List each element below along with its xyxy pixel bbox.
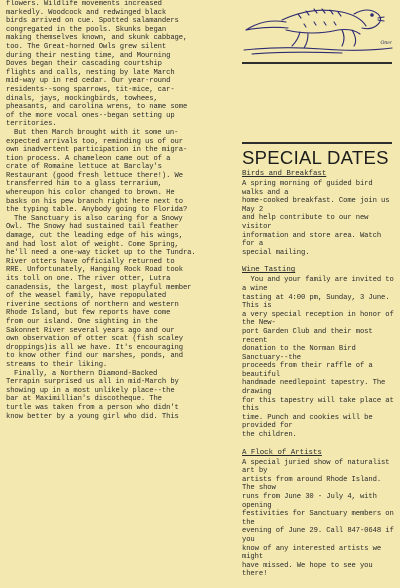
event-birds-and-breakfast <box>242 170 396 257</box>
special-dates-heading: SPECIAL DATES <box>242 147 389 168</box>
article-column <box>6 0 232 421</box>
event-flock-of-artists <box>242 449 396 579</box>
event-wine-tasting <box>242 266 396 439</box>
event-title: A Flock of Artists <box>242 448 322 457</box>
event-title: Birds and Breakfast <box>242 170 327 178</box>
article-paragraph-4: Finally, a Northern Diamond-Backed Terrapin surprised us all in mid-March by showing up in a most unlikely place--the bar at Maximillian's discotheque. The turtle was taken from a person who didn't know better by a young girl who did. This <box>6 369 179 421</box>
event-title: Wine Tasting <box>242 266 296 275</box>
divider-top <box>242 62 392 64</box>
events-list <box>242 170 396 588</box>
event-body: A spring morning of guided bird walks and a home-cooked breakfast. Come join us May 2 and help contribute to our new visitor information and store area. Watch for a special mailing. <box>242 180 390 257</box>
special-dates-column <box>242 0 396 579</box>
event-body: A special juried show of naturalist art by artists from around Rhode Island. The show runs from June 30 - July 4, with opening festivities for Sanctuary members on the evening of June 29. Call 847-0648 if you know of any interested artists we might have missed. We hope to see you there! <box>242 458 394 579</box>
divider-bottom <box>242 142 392 144</box>
event-body: You and your family are invited to a wine tasting at 4:00 pm, Sunday, 3 June. This is a very special reception in honor of the New- port Garden Club and their most recent donation to the Norman Bird Sanctuary--the proceeds from their raffle of a beautiful handmade needlepoint tapestry. The drawing for this tapestry will take place at this time. Punch and cookies will be provided for the children. <box>242 276 394 440</box>
illustration-caption: Otter <box>380 40 392 46</box>
otter-illustration <box>242 0 396 56</box>
article-paragraph-2: But then March brought with it some un- expected arrivals too, reminding us of our own inadvertent participation in the migra- tion process. A chameleon came out of a crate of Romaine lettuce at Barclay's Restaurant (good fresh lettuce there!). We transferred him to a glass terrarium, whereupon his color changed to brown. He basks on his pew branch right here next to the typing table. Anybody going to Florida? <box>6 128 188 215</box>
article-paragraph-1: flowers. Wildlife movements increased markedly. Woodcock and redwinged black birds arrived on cue. Spotted salamanders congregated in the pools. Skunks began making themselves known, and skunk cabbage, too. The Great-horned Owls grew silent during their nesting time, and Mourning Doves began their cascading courtship flights and calls, nesting by late March mid-way up in red cedar. Our year-round residents--song sparrows, tit-mice, car- dinals, jays, mockingbirds, towhees, pheasants, and carolina wrens, to name some of the more vocal ones--began setting up territories. <box>6 0 188 129</box>
article-paragraph-3: The Sanctuary is also caring for a Snowy Owl. The Snowy had sustained tail feather damage, cut the leading edge of his wings, and had lost alot of weight. Come Spring, he'll need a one-way ticket up to the Tundra. River otters have officially returned to RRE. Unfortunately, Hanging Rock Road took its toll on one. The river otter, Lutra canadensis, the largest, most playful member of the weasel family, have repopulated riverine sections of northern and western Rhode Island, but few reports have come from our island. One sighting in the Sakonnet River several years ago and our own observation of otter scat (fish scaley droppings)is all we have. It's encouraging to know other find our marshes, ponds, and streams to their liking. <box>6 214 196 369</box>
